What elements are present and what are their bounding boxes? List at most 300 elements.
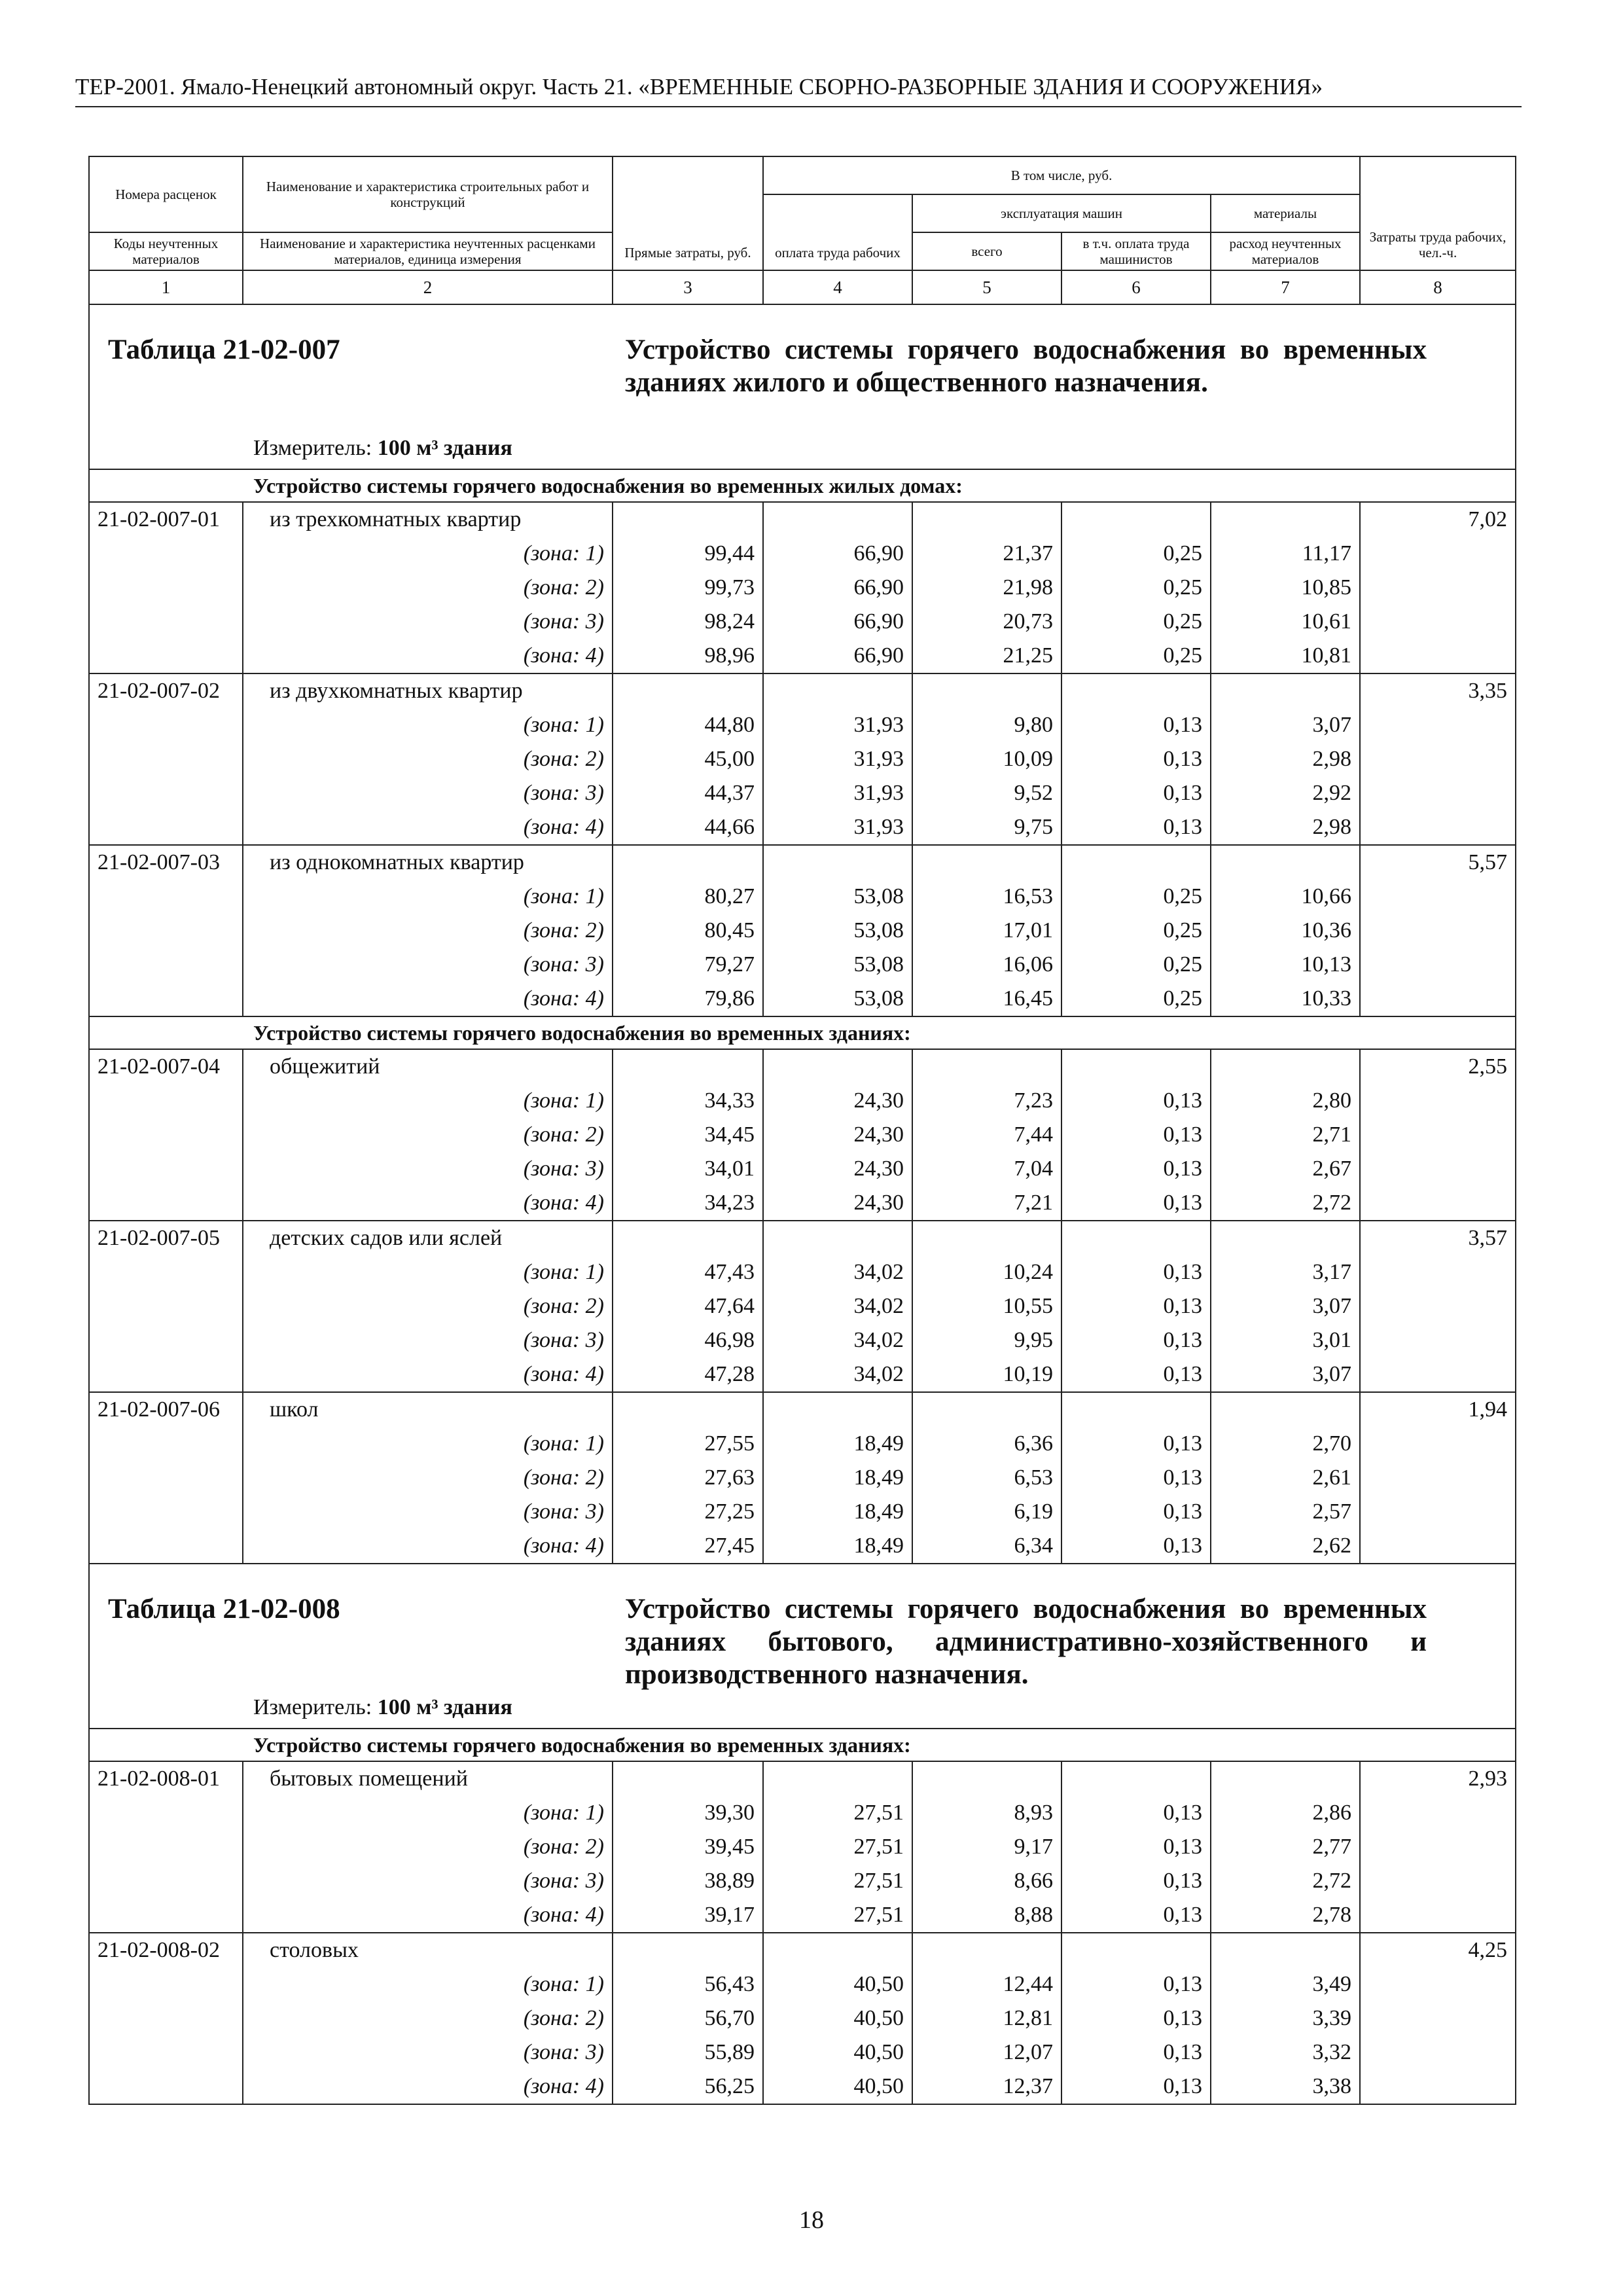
column-numbers-row	[89, 270, 1516, 304]
worker-pay: 34,02	[763, 1357, 912, 1392]
machines-total: 8,88	[912, 1898, 1061, 1933]
worker-pay: 40,50	[763, 2070, 912, 2104]
unit-label: Измеритель:	[253, 1695, 372, 1719]
direct-costs: 39,30	[613, 1796, 763, 1830]
machinist-pay: 0,25	[1061, 982, 1211, 1016]
machines-total: 7,44	[912, 1118, 1061, 1152]
empty-cell	[1360, 2070, 1516, 2104]
worker-pay: 18,49	[763, 1461, 912, 1495]
unaccounted-materials: 2,62	[1211, 1529, 1360, 1564]
zone-label: (зона: 4)	[243, 1186, 613, 1221]
empty-cell	[1360, 1864, 1516, 1898]
empty-cell	[613, 1049, 763, 1084]
unit-value: 100 м³ здания	[377, 436, 512, 460]
machines-total: 9,17	[912, 1830, 1061, 1864]
empty-cell	[1211, 673, 1360, 708]
zone-row	[89, 2070, 1516, 2104]
empty-cell	[763, 1221, 912, 1255]
zone-label: (зона: 1)	[243, 1967, 613, 2001]
zone-row	[89, 1967, 1516, 2001]
direct-costs: 38,89	[613, 1864, 763, 1898]
empty-cell	[1211, 1933, 1360, 1967]
rate-row	[89, 1392, 1516, 1427]
direct-costs: 56,43	[613, 1967, 763, 2001]
empty-cell	[89, 1830, 243, 1864]
machinist-pay: 0,13	[1061, 1357, 1211, 1392]
zone-row	[89, 948, 1516, 982]
worker-pay: 66,90	[763, 639, 912, 673]
col1-top-header: Номера расценок	[89, 156, 243, 232]
rate-name: из трехкомнатных квартир	[243, 502, 613, 537]
machines-total: 9,95	[912, 1323, 1061, 1357]
rate-code: 21-02-007-05	[89, 1221, 243, 1255]
machinist-pay: 0,13	[1061, 1323, 1211, 1357]
unaccounted-materials: 2,72	[1211, 1186, 1360, 1221]
empty-cell	[1360, 880, 1516, 914]
labor-hours: 3,57	[1360, 1221, 1516, 1255]
unaccounted-materials: 2,92	[1211, 776, 1360, 810]
zone-label: (зона: 1)	[243, 1084, 613, 1118]
empty-cell	[912, 1392, 1061, 1427]
unaccounted-materials: 2,80	[1211, 1084, 1360, 1118]
unaccounted-materials: 10,13	[1211, 948, 1360, 982]
zone-row	[89, 810, 1516, 845]
column-number: 2	[243, 270, 613, 304]
header-rule	[75, 106, 1522, 107]
empty-cell	[89, 1289, 243, 1323]
zone-row	[89, 2036, 1516, 2070]
empty-cell	[1360, 982, 1516, 1016]
empty-cell	[89, 1461, 243, 1495]
empty-cell	[89, 1255, 243, 1289]
empty-cell	[89, 1529, 243, 1564]
empty-cell	[1360, 1529, 1516, 1564]
machines-total: 10,09	[912, 742, 1061, 776]
machines-total: 9,75	[912, 810, 1061, 845]
subgroup-heading: Устройство системы горячего водоснабжения во временных зданиях:	[89, 1729, 1516, 1761]
empty-cell	[1360, 2001, 1516, 2036]
empty-cell	[912, 1049, 1061, 1084]
empty-cell	[613, 1221, 763, 1255]
unit-label: Измеритель:	[253, 436, 372, 460]
empty-cell	[1360, 537, 1516, 571]
worker-pay: 27,51	[763, 1864, 912, 1898]
rate-code: 21-02-008-02	[89, 1933, 243, 1967]
machines-header: эксплуатация машин	[912, 194, 1211, 232]
direct-costs: 34,23	[613, 1186, 763, 1221]
unaccounted-materials: 2,61	[1211, 1461, 1360, 1495]
labor-hours: 2,55	[1360, 1049, 1516, 1084]
empty-cell	[912, 845, 1061, 880]
empty-cell	[1360, 1186, 1516, 1221]
rate-code: 21-02-007-03	[89, 845, 243, 880]
empty-cell	[89, 571, 243, 605]
empty-cell	[89, 1427, 243, 1461]
direct-costs: 34,01	[613, 1152, 763, 1186]
unaccounted-materials-header: расход неучтенных материалов	[1211, 232, 1360, 270]
machines-total: 8,66	[912, 1864, 1061, 1898]
worker-pay-header: оплата труда рабочих	[763, 194, 912, 270]
empty-cell	[89, 1495, 243, 1529]
empty-cell	[89, 776, 243, 810]
machinist-pay: 0,13	[1061, 2001, 1211, 2036]
zone-label: (зона: 3)	[243, 1323, 613, 1357]
machinist-pay: 0,13	[1061, 1084, 1211, 1118]
empty-cell	[89, 605, 243, 639]
direct-costs: 47,28	[613, 1357, 763, 1392]
machinist-pay: 0,13	[1061, 2070, 1211, 2104]
rate-code: 21-02-007-06	[89, 1392, 243, 1427]
empty-cell	[89, 1864, 243, 1898]
direct-costs: 55,89	[613, 2036, 763, 2070]
unaccounted-materials: 2,78	[1211, 1898, 1360, 1933]
machines-total: 9,80	[912, 708, 1061, 742]
empty-cell	[613, 673, 763, 708]
machines-total: 6,34	[912, 1529, 1061, 1564]
empty-cell	[89, 639, 243, 673]
zone-label: (зона: 3)	[243, 948, 613, 982]
empty-cell	[1360, 1084, 1516, 1118]
empty-cell	[1360, 1323, 1516, 1357]
machines-total: 7,21	[912, 1186, 1061, 1221]
empty-cell	[1360, 1796, 1516, 1830]
machines-total: 10,55	[912, 1289, 1061, 1323]
price-table	[88, 156, 1516, 2105]
measurement-unit	[253, 436, 512, 461]
empty-cell	[89, 1357, 243, 1392]
empty-cell	[1360, 1118, 1516, 1152]
page-number: 18	[799, 2206, 824, 2234]
machinist-pay: 0,13	[1061, 1152, 1211, 1186]
machines-total: 9,52	[912, 776, 1061, 810]
running-header: ТЕР-2001. Ямало-Ненецкий автономный округ. Часть 21. «ВРЕМЕННЫЕ СБОРНО-РАЗБОРНЫЕ ЗДАНИЯ И СООРУЖЕНИЯ»	[75, 74, 1323, 99]
column-number: 4	[763, 270, 912, 304]
rate-name: столовых	[243, 1933, 613, 1967]
machinist-pay: 0,13	[1061, 1186, 1211, 1221]
rate-row	[89, 1221, 1516, 1255]
empty-cell	[1360, 914, 1516, 948]
empty-cell	[1360, 1967, 1516, 2001]
empty-cell	[89, 537, 243, 571]
empty-cell	[1360, 1898, 1516, 1933]
col1-bottom-header: Коды неучтенных материалов	[89, 232, 243, 270]
zone-label: (зона: 2)	[243, 1289, 613, 1323]
rate-code: 21-02-007-04	[89, 1049, 243, 1084]
empty-cell	[89, 1796, 243, 1830]
zone-row	[89, 708, 1516, 742]
empty-cell	[89, 810, 243, 845]
machines-total: 21,98	[912, 571, 1061, 605]
worker-pay: 40,50	[763, 2001, 912, 2036]
direct-costs: 27,25	[613, 1495, 763, 1529]
zone-label: (зона: 1)	[243, 1427, 613, 1461]
empty-cell	[763, 1049, 912, 1084]
machines-total: 16,45	[912, 982, 1061, 1016]
machinist-pay: 0,13	[1061, 1461, 1211, 1495]
worker-pay: 24,30	[763, 1152, 912, 1186]
zone-label: (зона: 3)	[243, 1864, 613, 1898]
worker-pay: 34,02	[763, 1323, 912, 1357]
labor-hours: 4,25	[1360, 1933, 1516, 1967]
materials-header: материалы	[1211, 194, 1360, 232]
machinist-pay: 0,13	[1061, 1796, 1211, 1830]
zone-label: (зона: 1)	[243, 880, 613, 914]
labor-hours: 5,57	[1360, 845, 1516, 880]
labor-hours: 7,02	[1360, 502, 1516, 537]
included-group-header: В том числе, руб.	[763, 156, 1360, 194]
zone-label: (зона: 2)	[243, 742, 613, 776]
machinist-pay: 0,13	[1061, 1255, 1211, 1289]
empty-cell	[89, 1186, 243, 1221]
worker-pay: 24,30	[763, 1186, 912, 1221]
subgroup-heading: Устройство системы горячего водоснабжения во временных жилых домах:	[89, 469, 1516, 502]
rate-name: из двухкомнатных квартир	[243, 673, 613, 708]
unaccounted-materials: 3,07	[1211, 1289, 1360, 1323]
worker-pay: 24,30	[763, 1118, 912, 1152]
worker-pay: 27,51	[763, 1796, 912, 1830]
zone-label: (зона: 2)	[243, 914, 613, 948]
rate-name: бытовых помещений	[243, 1761, 613, 1796]
column-number: 5	[912, 270, 1061, 304]
empty-cell	[1360, 1255, 1516, 1289]
empty-cell	[1211, 845, 1360, 880]
zone-row	[89, 537, 1516, 571]
machines-total: 12,44	[912, 1967, 1061, 2001]
unaccounted-materials: 2,70	[1211, 1427, 1360, 1461]
subgroup-heading-row	[89, 1729, 1516, 1761]
empty-cell	[1061, 1049, 1211, 1084]
machinist-pay: 0,25	[1061, 571, 1211, 605]
worker-pay: 66,90	[763, 571, 912, 605]
column-number: 3	[613, 270, 763, 304]
direct-costs: 79,86	[613, 982, 763, 1016]
unit-value: 100 м³ здания	[377, 1695, 512, 1719]
zone-row	[89, 776, 1516, 810]
worker-pay: 18,49	[763, 1529, 912, 1564]
empty-cell	[763, 1933, 912, 1967]
zone-row	[89, 1255, 1516, 1289]
direct-costs: 80,45	[613, 914, 763, 948]
machinist-pay: 0,13	[1061, 1830, 1211, 1864]
labor-hours: 3,35	[1360, 673, 1516, 708]
zone-label: (зона: 2)	[243, 571, 613, 605]
empty-cell	[1211, 502, 1360, 537]
machinist-pay-header: в т.ч. оплата труда машинистов	[1061, 232, 1211, 270]
machinist-pay: 0,13	[1061, 742, 1211, 776]
empty-cell	[89, 1323, 243, 1357]
empty-cell	[1211, 1221, 1360, 1255]
empty-cell	[763, 1761, 912, 1796]
empty-cell	[1360, 948, 1516, 982]
zone-row	[89, 880, 1516, 914]
machinist-pay: 0,13	[1061, 1427, 1211, 1461]
unaccounted-materials: 2,57	[1211, 1495, 1360, 1529]
empty-cell	[613, 845, 763, 880]
machinist-pay: 0,13	[1061, 1967, 1211, 2001]
direct-costs: 34,45	[613, 1118, 763, 1152]
direct-costs: 56,70	[613, 2001, 763, 2036]
unaccounted-materials: 3,17	[1211, 1255, 1360, 1289]
column-number: 6	[1061, 270, 1211, 304]
zone-label: (зона: 1)	[243, 537, 613, 571]
empty-cell	[613, 1392, 763, 1427]
direct-costs: 44,80	[613, 708, 763, 742]
zone-label: (зона: 3)	[243, 1152, 613, 1186]
empty-cell	[1360, 639, 1516, 673]
empty-cell	[1211, 1761, 1360, 1796]
zone-row	[89, 639, 1516, 673]
worker-pay: 40,50	[763, 2036, 912, 2070]
column-number: 7	[1211, 270, 1360, 304]
unaccounted-materials: 2,98	[1211, 810, 1360, 845]
rate-row	[89, 502, 1516, 537]
table-section-header	[89, 1564, 1516, 1729]
empty-cell	[1061, 1221, 1211, 1255]
machines-total: 16,06	[912, 948, 1061, 982]
zone-label: (зона: 2)	[243, 2001, 613, 2036]
machines-total: 12,37	[912, 2070, 1061, 2104]
machinist-pay: 0,13	[1061, 1529, 1211, 1564]
empty-cell	[1360, 776, 1516, 810]
worker-pay: 31,93	[763, 708, 912, 742]
direct-costs: 98,96	[613, 639, 763, 673]
direct-costs: 79,27	[613, 948, 763, 982]
direct-costs: 39,45	[613, 1830, 763, 1864]
zone-label: (зона: 1)	[243, 1255, 613, 1289]
worker-pay: 34,02	[763, 1289, 912, 1323]
machines-total: 10,19	[912, 1357, 1061, 1392]
table-title: Устройство системы горячего водоснабжения во временных зданиях жилого и общественного назначения.	[625, 334, 1427, 398]
measurement-unit	[253, 1695, 512, 1720]
direct-costs: 56,25	[613, 2070, 763, 2104]
machines-total: 16,53	[912, 880, 1061, 914]
zone-label: (зона: 4)	[243, 1529, 613, 1564]
empty-cell	[1061, 673, 1211, 708]
empty-cell	[1360, 1357, 1516, 1392]
worker-pay: 27,51	[763, 1830, 912, 1864]
rate-row	[89, 845, 1516, 880]
col2-bottom-header: Наименование и характеристика неучтенных расценками материалов, единица измерения	[243, 232, 613, 270]
column-number: 1	[89, 270, 243, 304]
unaccounted-materials: 10,81	[1211, 639, 1360, 673]
rate-code: 21-02-007-01	[89, 502, 243, 537]
rate-name: общежитий	[243, 1049, 613, 1084]
direct-costs: 27,45	[613, 1529, 763, 1564]
zone-label: (зона: 4)	[243, 1357, 613, 1392]
unaccounted-materials: 2,98	[1211, 742, 1360, 776]
rate-row	[89, 673, 1516, 708]
empty-cell	[1360, 708, 1516, 742]
empty-cell	[89, 2001, 243, 2036]
machinist-pay: 0,13	[1061, 1864, 1211, 1898]
direct-costs: 44,66	[613, 810, 763, 845]
column-number: 8	[1360, 270, 1516, 304]
worker-pay: 53,08	[763, 914, 912, 948]
empty-cell	[1061, 1933, 1211, 1967]
unaccounted-materials: 3,07	[1211, 1357, 1360, 1392]
zone-row	[89, 2001, 1516, 2036]
machines-total: 6,53	[912, 1461, 1061, 1495]
subgroup-heading-row	[89, 469, 1516, 502]
zone-row	[89, 1830, 1516, 1864]
direct-costs: 39,17	[613, 1898, 763, 1933]
machinist-pay: 0,13	[1061, 776, 1211, 810]
direct-costs: 99,44	[613, 537, 763, 571]
machinist-pay: 0,25	[1061, 605, 1211, 639]
machinist-pay: 0,25	[1061, 639, 1211, 673]
empty-cell	[89, 2070, 243, 2104]
empty-cell	[1360, 571, 1516, 605]
empty-cell	[89, 1152, 243, 1186]
empty-cell	[1360, 1152, 1516, 1186]
worker-pay: 53,08	[763, 948, 912, 982]
empty-cell	[1360, 1289, 1516, 1323]
worker-pay: 24,30	[763, 1084, 912, 1118]
rate-code: 21-02-007-02	[89, 673, 243, 708]
worker-pay: 31,93	[763, 810, 912, 845]
empty-cell	[89, 1084, 243, 1118]
direct-costs-header: Прямые затраты, руб.	[613, 156, 763, 270]
labor-hours: 1,94	[1360, 1392, 1516, 1427]
machinist-pay: 0,25	[1061, 914, 1211, 948]
machines-total: 17,01	[912, 914, 1061, 948]
empty-cell	[763, 845, 912, 880]
empty-cell	[89, 1967, 243, 2001]
zone-row	[89, 1118, 1516, 1152]
unaccounted-materials: 3,32	[1211, 2036, 1360, 2070]
empty-cell	[89, 708, 243, 742]
machinist-pay: 0,13	[1061, 2036, 1211, 2070]
empty-cell	[1211, 1049, 1360, 1084]
empty-cell	[763, 1392, 912, 1427]
empty-cell	[89, 742, 243, 776]
zone-label: (зона: 3)	[243, 1495, 613, 1529]
rate-row	[89, 1761, 1516, 1796]
table-title: Устройство системы горячего водоснабжения во временных зданиях бытового, административно-хозяйственного и производственного назначения.	[625, 1594, 1427, 1690]
worker-pay: 66,90	[763, 605, 912, 639]
empty-cell	[613, 1933, 763, 1967]
empty-cell	[763, 502, 912, 537]
table-section-header	[89, 304, 1516, 469]
rate-name: детских садов или яслей	[243, 1221, 613, 1255]
direct-costs: 46,98	[613, 1323, 763, 1357]
unaccounted-materials: 2,71	[1211, 1118, 1360, 1152]
rate-row	[89, 1933, 1516, 1967]
machines-total: 6,19	[912, 1495, 1061, 1529]
zone-row	[89, 1495, 1516, 1529]
direct-costs: 47,64	[613, 1289, 763, 1323]
worker-pay: 27,51	[763, 1898, 912, 1933]
worker-pay: 66,90	[763, 537, 912, 571]
empty-cell	[1360, 1830, 1516, 1864]
direct-costs: 47,43	[613, 1255, 763, 1289]
unaccounted-materials: 3,07	[1211, 708, 1360, 742]
zone-row	[89, 1461, 1516, 1495]
worker-pay: 18,49	[763, 1427, 912, 1461]
table-number: Таблица 21-02-007	[108, 334, 340, 365]
empty-cell	[1061, 845, 1211, 880]
machinist-pay: 0,25	[1061, 880, 1211, 914]
machines-total: 20,73	[912, 605, 1061, 639]
worker-pay: 53,08	[763, 982, 912, 1016]
empty-cell	[1360, 605, 1516, 639]
empty-cell	[912, 1933, 1061, 1967]
empty-cell	[89, 1898, 243, 1933]
zone-label: (зона: 2)	[243, 1830, 613, 1864]
zone-label: (зона: 4)	[243, 639, 613, 673]
machines-total: 7,04	[912, 1152, 1061, 1186]
unaccounted-materials: 3,38	[1211, 2070, 1360, 2104]
